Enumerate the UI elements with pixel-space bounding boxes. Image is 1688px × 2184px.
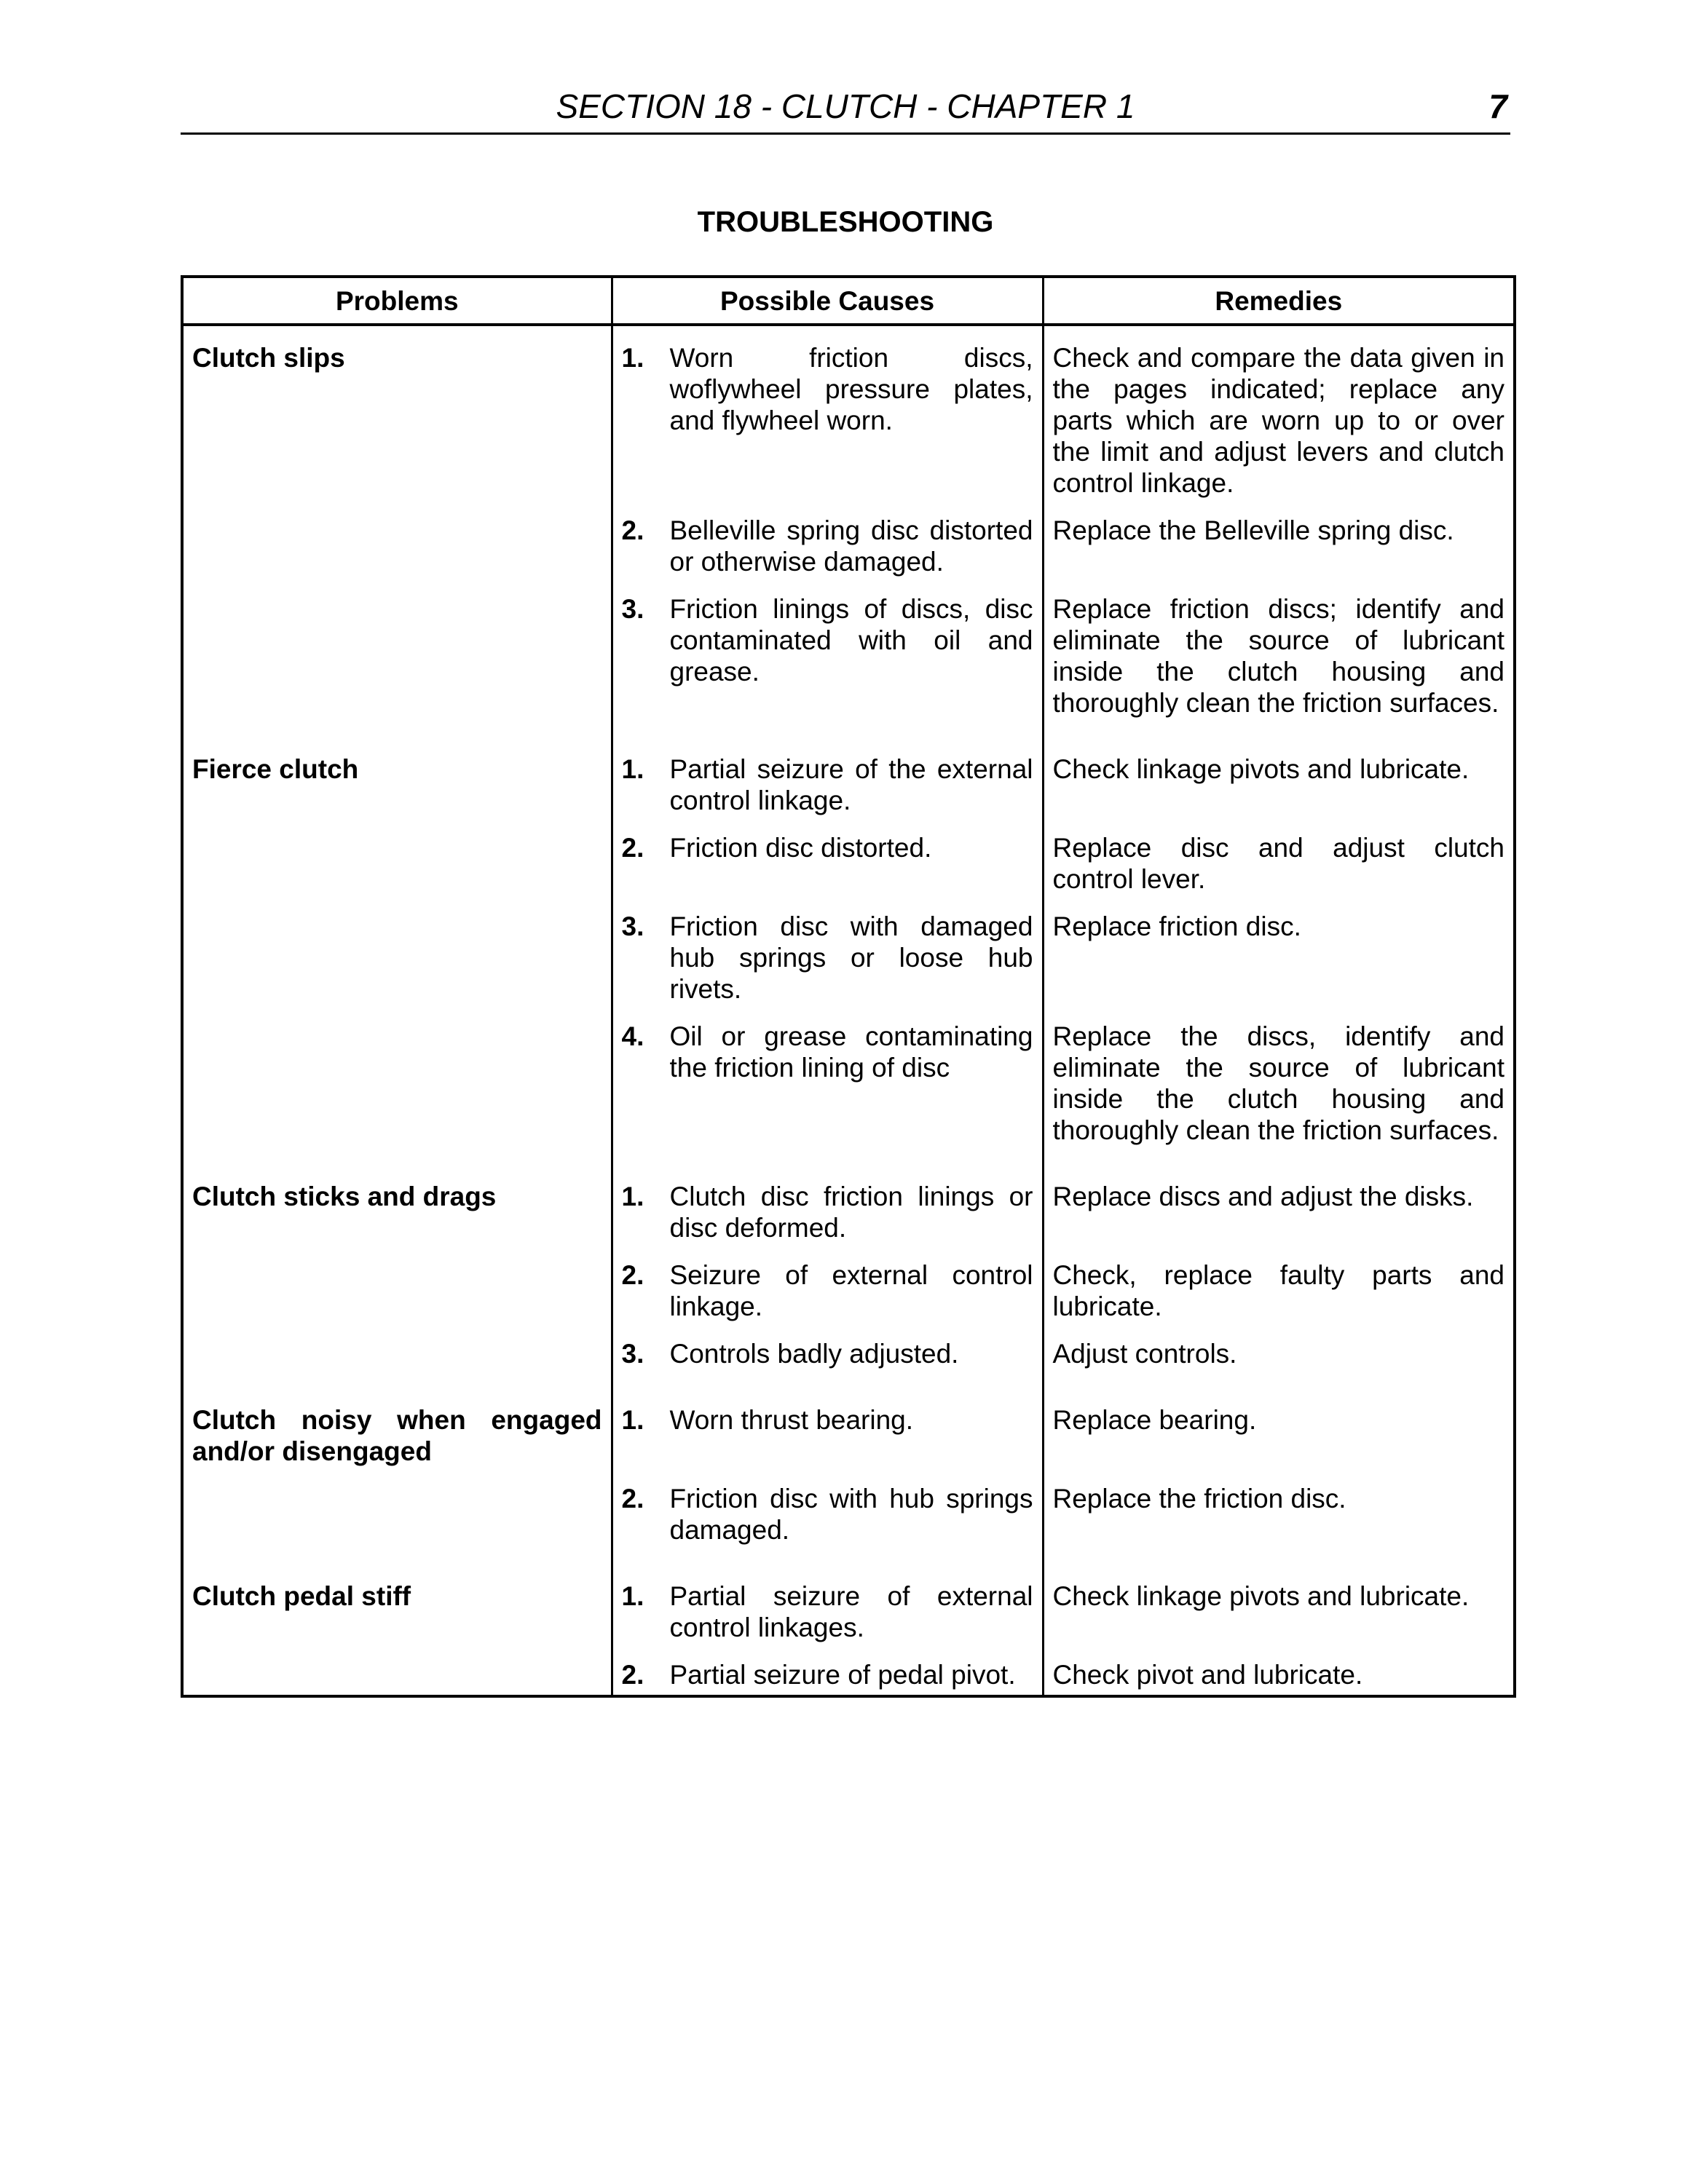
cause-text: Controls badly adjusted.: [669, 1339, 959, 1369]
remedy-cell: [1043, 1162, 1515, 1259]
table-row: [182, 911, 1515, 1021]
cause-number: 4.: [621, 1021, 644, 1051]
cause-text: Friction disc distorted.: [669, 833, 932, 863]
cause-number: 2.: [621, 1260, 644, 1290]
cause-number: 3.: [621, 911, 644, 941]
column-header-problems: Problems: [182, 277, 612, 325]
section-header: SECTION 18 - CLUTCH - CHAPTER 1: [556, 87, 1135, 125]
cause-text: Partial seizure of external control linkages.: [669, 1581, 1033, 1642]
problem-cell: [182, 1162, 612, 1259]
problem-text: Clutch noisy when engaged and/or disengaged: [192, 1405, 602, 1466]
cause-cell: [612, 1259, 1043, 1338]
remedy-cell: [1043, 593, 1515, 735]
remedy-text: Replace friction discs; identify and eliminate the source of lubricant inside the clutch housing and thoroughly clean the friction surfaces.: [1052, 594, 1504, 718]
cause-number: 1.: [621, 1581, 644, 1611]
problem-cell: [182, 1338, 612, 1385]
remedy-text: Check pivot and lubricate.: [1052, 1660, 1363, 1690]
cause-text: Partial seizure of the external control linkage.: [669, 754, 1033, 815]
problem-cell: [182, 325, 612, 515]
table-row: [182, 832, 1515, 911]
cause-cell: [612, 735, 1043, 832]
remedy-text: Replace the discs, identify and eliminate the source of lubricant inside the clutch housing and thoroughly clean the friction surfaces.: [1052, 1021, 1504, 1145]
remedy-cell: [1043, 735, 1515, 832]
remedy-cell: [1043, 1021, 1515, 1162]
problem-cell: [182, 1385, 612, 1483]
cause-cell: [612, 1021, 1043, 1162]
problem-text: Clutch slips: [192, 343, 345, 373]
cause-cell: [612, 1562, 1043, 1659]
problem-cell: [182, 1259, 612, 1338]
table-row: [182, 515, 1515, 593]
column-header-possible-causes: Possible Causes: [612, 277, 1043, 325]
cause-number: 1.: [621, 754, 644, 784]
remedy-text: Replace bearing.: [1052, 1405, 1257, 1435]
remedy-text: Replace discs and adjust the disks.: [1052, 1182, 1474, 1211]
cause-cell: [612, 832, 1043, 911]
remedy-cell: [1043, 1259, 1515, 1338]
remedy-text: Replace the Belleville spring disc.: [1052, 515, 1454, 545]
cause-text: Clutch disc friction linings or disc deformed.: [669, 1182, 1033, 1243]
remedy-text: Adjust controls.: [1052, 1339, 1237, 1369]
cause-cell: [612, 1162, 1043, 1259]
cause-number: 2.: [621, 1484, 644, 1514]
column-header-remedies: Remedies: [1043, 277, 1515, 325]
remedy-cell: [1043, 1483, 1515, 1562]
problem-cell: [182, 832, 612, 911]
cause-cell: [612, 515, 1043, 593]
table-row: [182, 593, 1515, 735]
cause-cell: [612, 1385, 1043, 1483]
cause-cell: [612, 593, 1043, 735]
troubleshooting-table: [181, 275, 1516, 1698]
cause-cell: [612, 1338, 1043, 1385]
remedy-cell: [1043, 325, 1515, 515]
problem-text: Clutch pedal stiff: [192, 1581, 411, 1611]
cause-text: Partial seizure of pedal pivot.: [669, 1660, 1016, 1690]
problem-text: Clutch sticks and drags: [192, 1182, 497, 1211]
cause-text: Seizure of external control linkage.: [669, 1260, 1033, 1321]
table-row: [182, 1659, 1515, 1696]
problem-cell: [182, 1659, 612, 1696]
table-row: [182, 1259, 1515, 1338]
remedy-cell: [1043, 1338, 1515, 1385]
problem-cell: [182, 911, 612, 1021]
remedy-text: Replace friction disc.: [1052, 911, 1301, 941]
cause-number: 2.: [621, 515, 644, 545]
cause-number: 1.: [621, 1182, 644, 1211]
page-header: [181, 82, 1510, 135]
cause-number: 3.: [621, 594, 644, 624]
table-row: [182, 1162, 1515, 1259]
cause-text: Belleville spring disc distorted or otherwise damaged.: [669, 515, 1033, 577]
remedy-cell: [1043, 1385, 1515, 1483]
cause-number: 2.: [621, 833, 644, 863]
cause-text: Friction disc with hub springs damaged.: [669, 1484, 1033, 1545]
table-row: [182, 1483, 1515, 1562]
cause-number: 1.: [621, 1405, 644, 1435]
cause-text: Worn thrust bearing.: [669, 1405, 914, 1435]
table-row: [182, 325, 1515, 515]
cause-text: Oil or grease contaminating the friction lining of disc: [669, 1021, 1033, 1083]
remedy-text: Check, replace faulty parts and lubricate.: [1052, 1260, 1504, 1321]
problem-cell: [182, 1483, 612, 1562]
problem-cell: [182, 1021, 612, 1162]
problem-cell: [182, 735, 612, 832]
remedy-cell: [1043, 832, 1515, 911]
cause-number: 1.: [621, 343, 644, 373]
table-row: [182, 1385, 1515, 1483]
cause-cell: [612, 325, 1043, 515]
cause-text: Friction disc with damaged hub springs or loose hub rivets.: [669, 911, 1033, 1004]
table-row: [182, 1562, 1515, 1659]
remedy-cell: [1043, 911, 1515, 1021]
table-row: [182, 1338, 1515, 1385]
problem-cell: [182, 593, 612, 735]
remedy-text: Check and compare the data given in the pages indicated; replace any parts which are worn up to or over the limit and adjust levers and clutch control linkage.: [1052, 343, 1504, 498]
cause-cell: [612, 1659, 1043, 1696]
remedy-text: Replace the friction disc.: [1052, 1484, 1346, 1514]
problem-text: Fierce clutch: [192, 754, 359, 784]
table-row: [182, 1021, 1515, 1162]
table-row: [182, 735, 1515, 832]
table-header-row: [182, 277, 1515, 325]
cause-number: 3.: [621, 1339, 644, 1369]
remedy-text: Check linkage pivots and lubricate.: [1052, 1581, 1470, 1611]
cause-text: Friction linings of discs, disc contaminated with oil and grease.: [669, 594, 1033, 687]
page-title: TROUBLESHOOTING: [697, 206, 994, 238]
problem-cell: [182, 515, 612, 593]
cause-text: Worn friction discs, woflywheel pressure plates, and flywheel worn.: [669, 343, 1033, 435]
remedy-text: Replace disc and adjust clutch control lever.: [1052, 833, 1504, 894]
cause-number: 2.: [621, 1660, 644, 1690]
remedy-text: Check linkage pivots and lubricate.: [1052, 754, 1470, 784]
cause-cell: [612, 911, 1043, 1021]
cause-cell: [612, 1483, 1043, 1562]
page-number: 7: [1488, 87, 1507, 125]
remedy-cell: [1043, 1659, 1515, 1696]
remedy-cell: [1043, 1562, 1515, 1659]
problem-cell: [182, 1562, 612, 1659]
remedy-cell: [1043, 515, 1515, 593]
